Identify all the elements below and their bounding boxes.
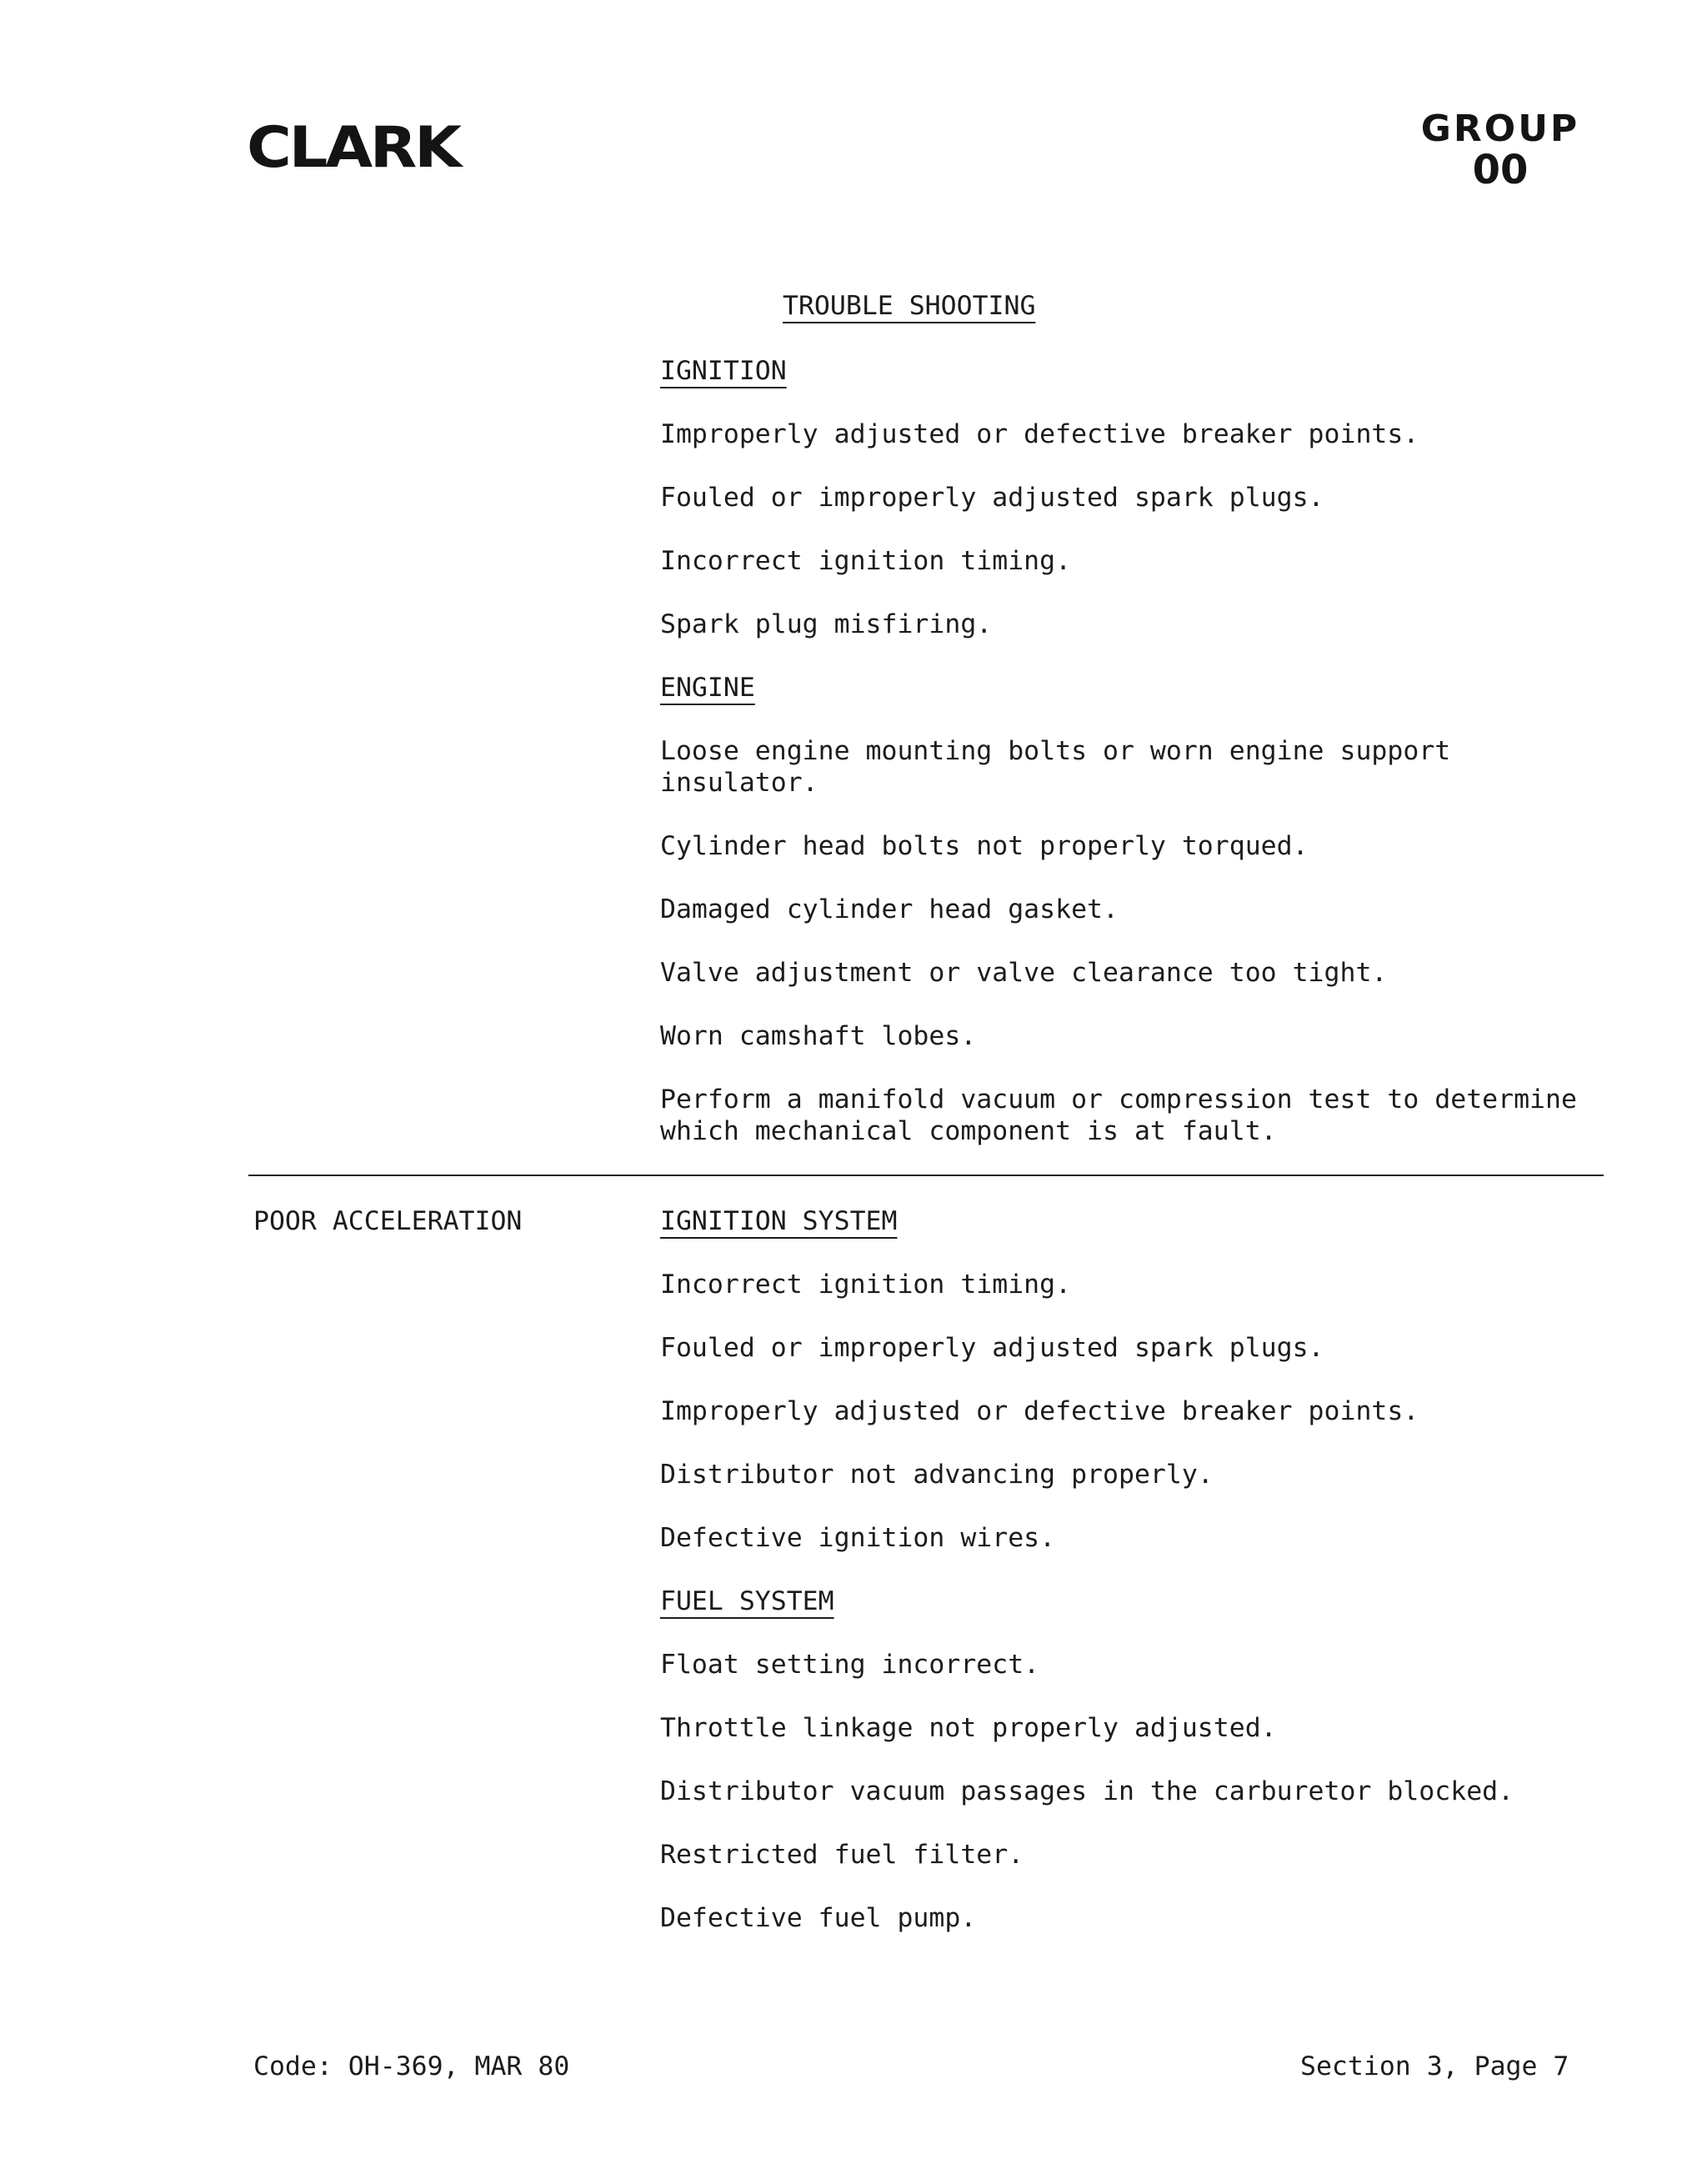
list-item: Damaged cylinder head gasket. xyxy=(660,894,1119,924)
list-item: Defective ignition wires. xyxy=(660,1523,1056,1553)
list-item: Improperly adjusted or defective breaker points. xyxy=(660,1396,1419,1426)
list-item: Restricted fuel filter. xyxy=(660,1840,1024,1870)
group-label xyxy=(1417,108,1584,193)
group-number: 00 xyxy=(1472,147,1529,193)
list-item: Float setting incorrect. xyxy=(660,1650,1040,1680)
list-item: Incorrect ignition timing. xyxy=(660,546,1072,576)
ignition-heading: IGNITION xyxy=(660,356,787,386)
list-item: Improperly adjusted or defective breaker points. xyxy=(660,419,1419,449)
list-item: Fouled or improperly adjusted spark plugs. xyxy=(660,1333,1324,1363)
ignition-system-heading: IGNITION SYSTEM xyxy=(660,1206,898,1236)
list-item: Cylinder head bolts not properly torqued. xyxy=(660,831,1309,861)
list-item: Distributor not advancing properly. xyxy=(660,1460,1214,1490)
footer-code: Code: OH-369, MAR 80 xyxy=(253,2051,570,2081)
group-word: GROUP xyxy=(1420,108,1580,150)
list-item: Defective fuel pump. xyxy=(660,1903,977,1933)
list-item: Incorrect ignition timing. xyxy=(660,1270,1072,1300)
section-poor-acceleration xyxy=(660,1205,1602,1934)
list-item: Throttle linkage not properly adjusted. xyxy=(660,1713,1277,1743)
list-item: Fouled or improperly adjusted spark plugs. xyxy=(660,483,1324,513)
engine-heading: ENGINE xyxy=(660,673,755,703)
footer-page-number: Section 3, Page 7 xyxy=(1300,2051,1569,2081)
list-item: Spark plug misfiring. xyxy=(660,609,993,639)
list-item: Distributor vacuum passages in the carburetor blocked. xyxy=(660,1776,1514,1806)
clark-logo: CLARK xyxy=(247,115,459,181)
section-continued xyxy=(660,355,1602,1147)
list-item: Loose engine mounting bolts or worn engine support insulator. xyxy=(660,736,1451,798)
list-item: Worn camshaft lobes. xyxy=(660,1021,977,1051)
list-item: Perform a manifold vacuum or compression test to determine which mechanical component is at fault. xyxy=(660,1084,1577,1146)
fuel-system-heading: FUEL SYSTEM xyxy=(660,1586,834,1616)
symptom-label: POOR ACCELERATION xyxy=(253,1206,523,1236)
section-divider xyxy=(248,1175,1604,1176)
page-title: TROUBLE SHOOTING xyxy=(783,291,1036,321)
list-item: Valve adjustment or valve clearance too tight. xyxy=(660,958,1388,988)
